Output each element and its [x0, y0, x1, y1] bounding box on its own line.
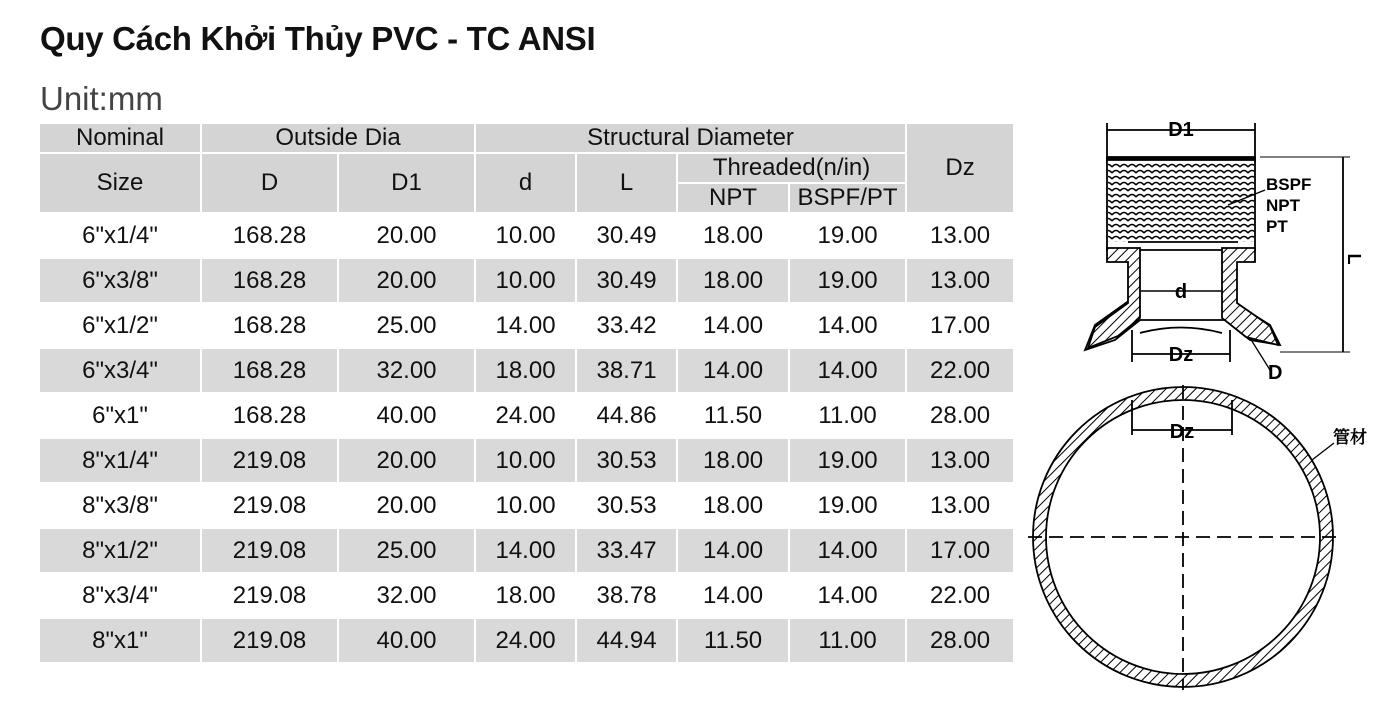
cell-dz: 28.00: [906, 393, 1014, 438]
cell-d: 18.00: [475, 348, 576, 393]
cell-dz: 28.00: [906, 618, 1014, 663]
cell-npt: 18.00: [677, 258, 789, 303]
cell-size: 8"x1/4": [39, 438, 201, 483]
cell-D: 219.08: [201, 618, 338, 663]
cell-D1: 20.00: [338, 483, 475, 528]
cell-bspf-pt: 19.00: [789, 438, 906, 483]
header-d: d: [475, 153, 576, 213]
cell-dz: 17.00: [906, 303, 1014, 348]
cell-dz: 13.00: [906, 213, 1014, 258]
cell-npt: 14.00: [677, 348, 789, 393]
label-pt: PT: [1266, 217, 1288, 236]
label-D1: D1: [1168, 119, 1194, 141]
table-row: [39, 213, 1014, 258]
cell-bspf-pt: 19.00: [789, 213, 906, 258]
cell-d: 24.00: [475, 393, 576, 438]
cell-D: 219.08: [201, 528, 338, 573]
cell-D: 168.28: [201, 303, 338, 348]
cell-npt: 18.00: [677, 438, 789, 483]
label-L: L: [1344, 253, 1364, 265]
spec-table: [38, 122, 1015, 664]
cell-D: 168.28: [201, 213, 338, 258]
cell-size: 6"x1/2": [39, 303, 201, 348]
table-row: [39, 348, 1014, 393]
cell-bspf-pt: 14.00: [789, 528, 906, 573]
cell-dz: 22.00: [906, 573, 1014, 618]
cell-L: 30.49: [576, 258, 677, 303]
cell-npt: 14.00: [677, 303, 789, 348]
cell-npt: 18.00: [677, 483, 789, 528]
cell-L: 33.42: [576, 303, 677, 348]
cell-L: 44.86: [576, 393, 677, 438]
label-pipe: 管材: [1333, 428, 1367, 448]
cell-bspf-pt: 11.00: [789, 618, 906, 663]
table-row: [39, 258, 1014, 303]
cell-D1: 25.00: [338, 303, 475, 348]
cell-bspf-pt: 11.00: [789, 393, 906, 438]
header-nominal: Nominal: [39, 123, 201, 153]
header-threaded: Threaded(n/in): [677, 153, 906, 183]
cell-size: 8"x3/4": [39, 573, 201, 618]
header-D: D: [201, 153, 338, 213]
cell-size: 6"x1/4": [39, 213, 201, 258]
label-npt: NPT: [1266, 196, 1300, 215]
label-dz-section: Dz: [1169, 421, 1195, 443]
header-D1: D1: [338, 153, 475, 213]
cell-L: 33.47: [576, 528, 677, 573]
cell-size: 8"x1/2": [39, 528, 201, 573]
header-outside-dia: Outside Dia: [201, 123, 475, 153]
cell-D1: 20.00: [338, 438, 475, 483]
cell-bspf-pt: 14.00: [789, 573, 906, 618]
table-row: [39, 573, 1014, 618]
cell-d: 24.00: [475, 618, 576, 663]
label-d: d: [1174, 281, 1188, 303]
header-dz: Dz: [906, 123, 1014, 213]
cell-dz: 13.00: [906, 438, 1014, 483]
header-structural-diameter: Structural Diameter: [475, 123, 906, 153]
cell-npt: 11.50: [677, 393, 789, 438]
cell-d: 10.00: [475, 438, 576, 483]
cell-size: 6"x3/8": [39, 258, 201, 303]
cell-L: 30.53: [576, 438, 677, 483]
cell-D: 219.08: [201, 573, 338, 618]
fitting-diagram: [1015, 110, 1390, 695]
header-npt: NPT: [677, 183, 789, 213]
header-bspf-pt: BSPF/PT: [789, 183, 906, 213]
cell-L: 30.53: [576, 483, 677, 528]
table-row: [39, 618, 1014, 663]
cell-size: 6"x3/4": [39, 348, 201, 393]
cell-size: 8"x3/8": [39, 483, 201, 528]
cell-L: 44.94: [576, 618, 677, 663]
cell-npt: 14.00: [677, 573, 789, 618]
cell-dz: 13.00: [906, 483, 1014, 528]
unit-label: Unit:mm: [40, 80, 163, 117]
cell-d: 18.00: [475, 573, 576, 618]
cell-L: 38.71: [576, 348, 677, 393]
cell-D1: 20.00: [338, 213, 475, 258]
cell-dz: 13.00: [906, 258, 1014, 303]
cell-npt: 18.00: [677, 213, 789, 258]
header-L: L: [576, 153, 677, 213]
cell-L: 38.78: [576, 573, 677, 618]
cell-D1: 40.00: [338, 393, 475, 438]
table-row: [39, 438, 1014, 483]
cell-D: 168.28: [201, 258, 338, 303]
cell-d: 10.00: [475, 483, 576, 528]
cell-size: 8"x1": [39, 618, 201, 663]
cell-d: 10.00: [475, 213, 576, 258]
table-row: [39, 303, 1014, 348]
spec-table-body: [39, 213, 1014, 663]
cell-D: 168.28: [201, 348, 338, 393]
cell-D1: 40.00: [338, 618, 475, 663]
cell-D: 219.08: [201, 483, 338, 528]
label-bspf: BSPF: [1266, 175, 1312, 194]
page-title: Quy Cách Khởi Thủy PVC - TC ANSI: [40, 20, 596, 57]
header-size: Size: [39, 153, 201, 213]
side-view: [1085, 123, 1350, 370]
cell-d: 14.00: [475, 303, 576, 348]
cell-D1: 32.00: [338, 348, 475, 393]
cell-D1: 25.00: [338, 528, 475, 573]
cell-L: 30.49: [576, 213, 677, 258]
table-row: [39, 483, 1014, 528]
cell-bspf-pt: 14.00: [789, 303, 906, 348]
table-row: [39, 528, 1014, 573]
cell-D1: 32.00: [338, 573, 475, 618]
cell-size: 6"x1": [39, 393, 201, 438]
table-row: [39, 393, 1014, 438]
cell-bspf-pt: 14.00: [789, 348, 906, 393]
cell-dz: 22.00: [906, 348, 1014, 393]
cell-bspf-pt: 19.00: [789, 483, 906, 528]
cell-D: 219.08: [201, 438, 338, 483]
cell-bspf-pt: 19.00: [789, 258, 906, 303]
cell-D: 168.28: [201, 393, 338, 438]
cell-dz: 17.00: [906, 528, 1014, 573]
cell-D1: 20.00: [338, 258, 475, 303]
label-D: D: [1268, 362, 1283, 384]
cell-d: 14.00: [475, 528, 576, 573]
cell-d: 10.00: [475, 258, 576, 303]
label-dz-side: Dz: [1168, 344, 1194, 366]
cell-npt: 14.00: [677, 528, 789, 573]
cell-npt: 11.50: [677, 618, 789, 663]
